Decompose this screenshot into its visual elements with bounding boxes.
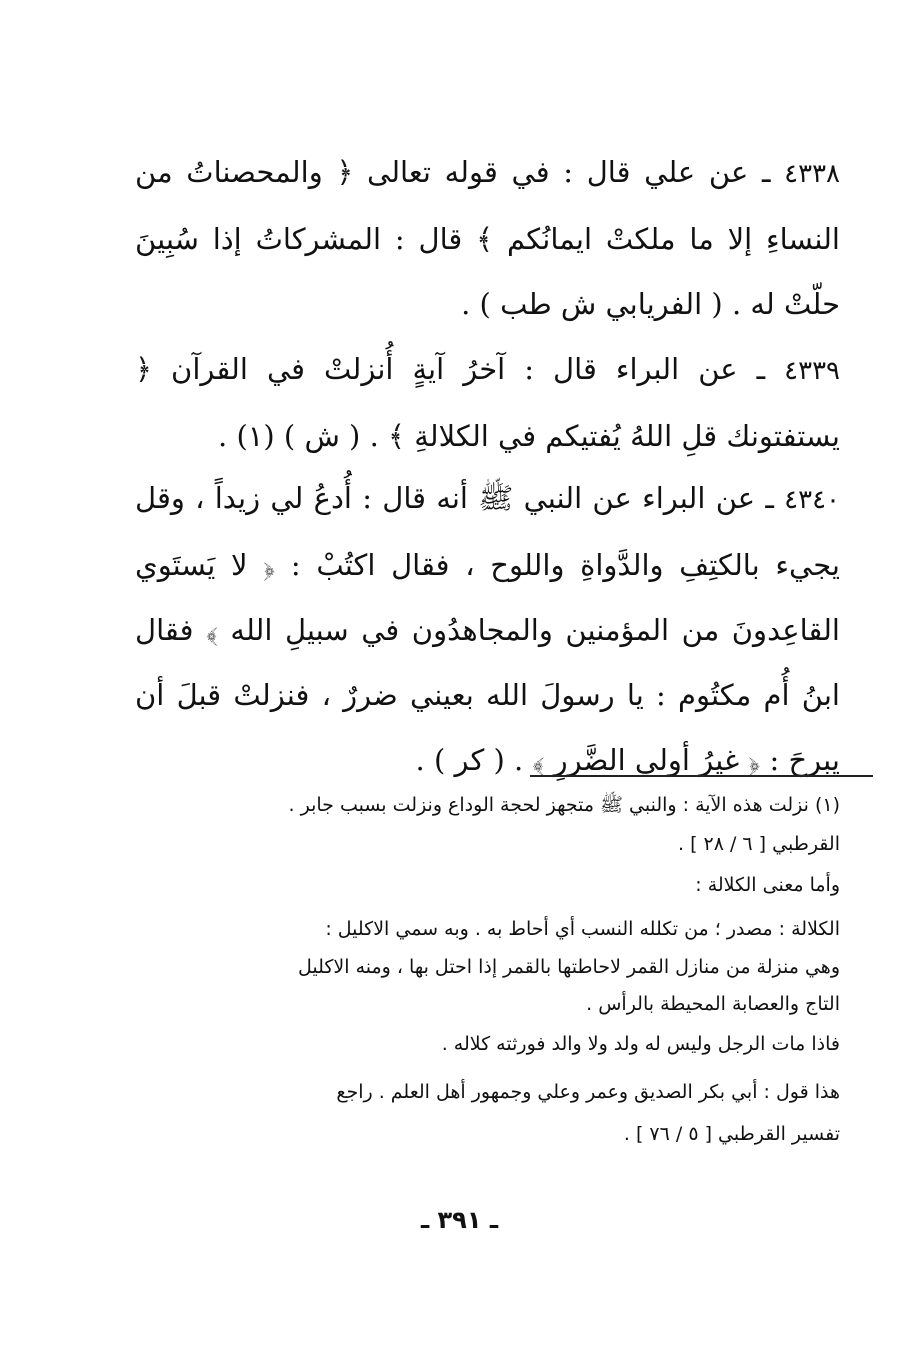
footnote-line: وأما معنى الكلالة : xyxy=(695,874,840,896)
footnote-line: التاج والعصابة المحيطة بالرأس . xyxy=(586,993,840,1015)
footnote-divider xyxy=(530,775,873,777)
hadith-text: ـ عن البراء قال : آخرُ آيةٍ أُنزلتْ في القرآن ﴿ يستفتونك قلِ اللهُ يُفتيكم في الكلالةِ ﴾ . ( ش ) (١) . xyxy=(135,352,840,453)
footnote-line: تفسير القرطبي [ ٥ / ٧٦ ] . xyxy=(623,1123,840,1145)
footnote-line: القرطبي [ ٦ / ٢٨ ] . xyxy=(677,833,840,855)
hadith-text: ـ عن البراء عن النبي ﷺ أنه قال : أُدعُ لي زيداً ، وقل يجيء بالكتِفِ والدَّواةِ واللوح ، فقال اكتُبْ : ﴿ لا يَستَوي القاعِدونَ من المؤمنين والمجاهدُون في سبيلِ الله ﴾ فقال ابنُ أُم مكتُوم : يا رسولَ الله بعيني ضررٌ ، فنزلتْ قبلَ أن يبرحَ : ﴿ غيرُ أولي الضَّررِ ﴾ . ( كر ) . xyxy=(135,481,840,777)
hadith-entry-4339 xyxy=(135,337,840,469)
hadith-text: ـ عن علي قال : في قوله تعالى ﴿ والمحصناتُ من النساءِ إلا ما ملكتْ ايمانُكم ﴾ قال : المشركاتُ إذا سُبِينَ حلّتْ له . ( الفريابي ش طب ) . xyxy=(135,155,840,321)
hadith-entry-4340 xyxy=(135,466,840,793)
footnote-line: فاذا مات الرجل وليس له ولد ولا والد فورثته كلاله . xyxy=(441,1033,840,1055)
hadith-number: ٤٣٣٨ xyxy=(784,159,840,189)
hadith-number: ٤٣٤٠ xyxy=(784,485,840,515)
hadith-number: ٤٣٣٩ xyxy=(784,356,840,386)
footnote-line: (١) نزلت هذه الآية : والنبي ﷺ متجهز لحجة الوداع ونزلت بسبب جابر . xyxy=(288,794,840,816)
footnote-line: وهي منزلة من منازل القمر لاحاطتها بالقمر إذا احتل بها ، ومنه الاكليل xyxy=(297,956,840,978)
footnote-line: هذا قول : أبي بكر الصديق وعمر وعلي وجمهور أهل العلم . راجع xyxy=(336,1081,840,1103)
page-number: ـ ٣٩١ ـ xyxy=(420,1206,499,1234)
hadith-entry-4338 xyxy=(135,140,840,337)
footnote-line: الكلالة : مصدر ؛ من تكلله النسب أي أحاط به . وبه سمي الاكليل : xyxy=(325,918,840,940)
